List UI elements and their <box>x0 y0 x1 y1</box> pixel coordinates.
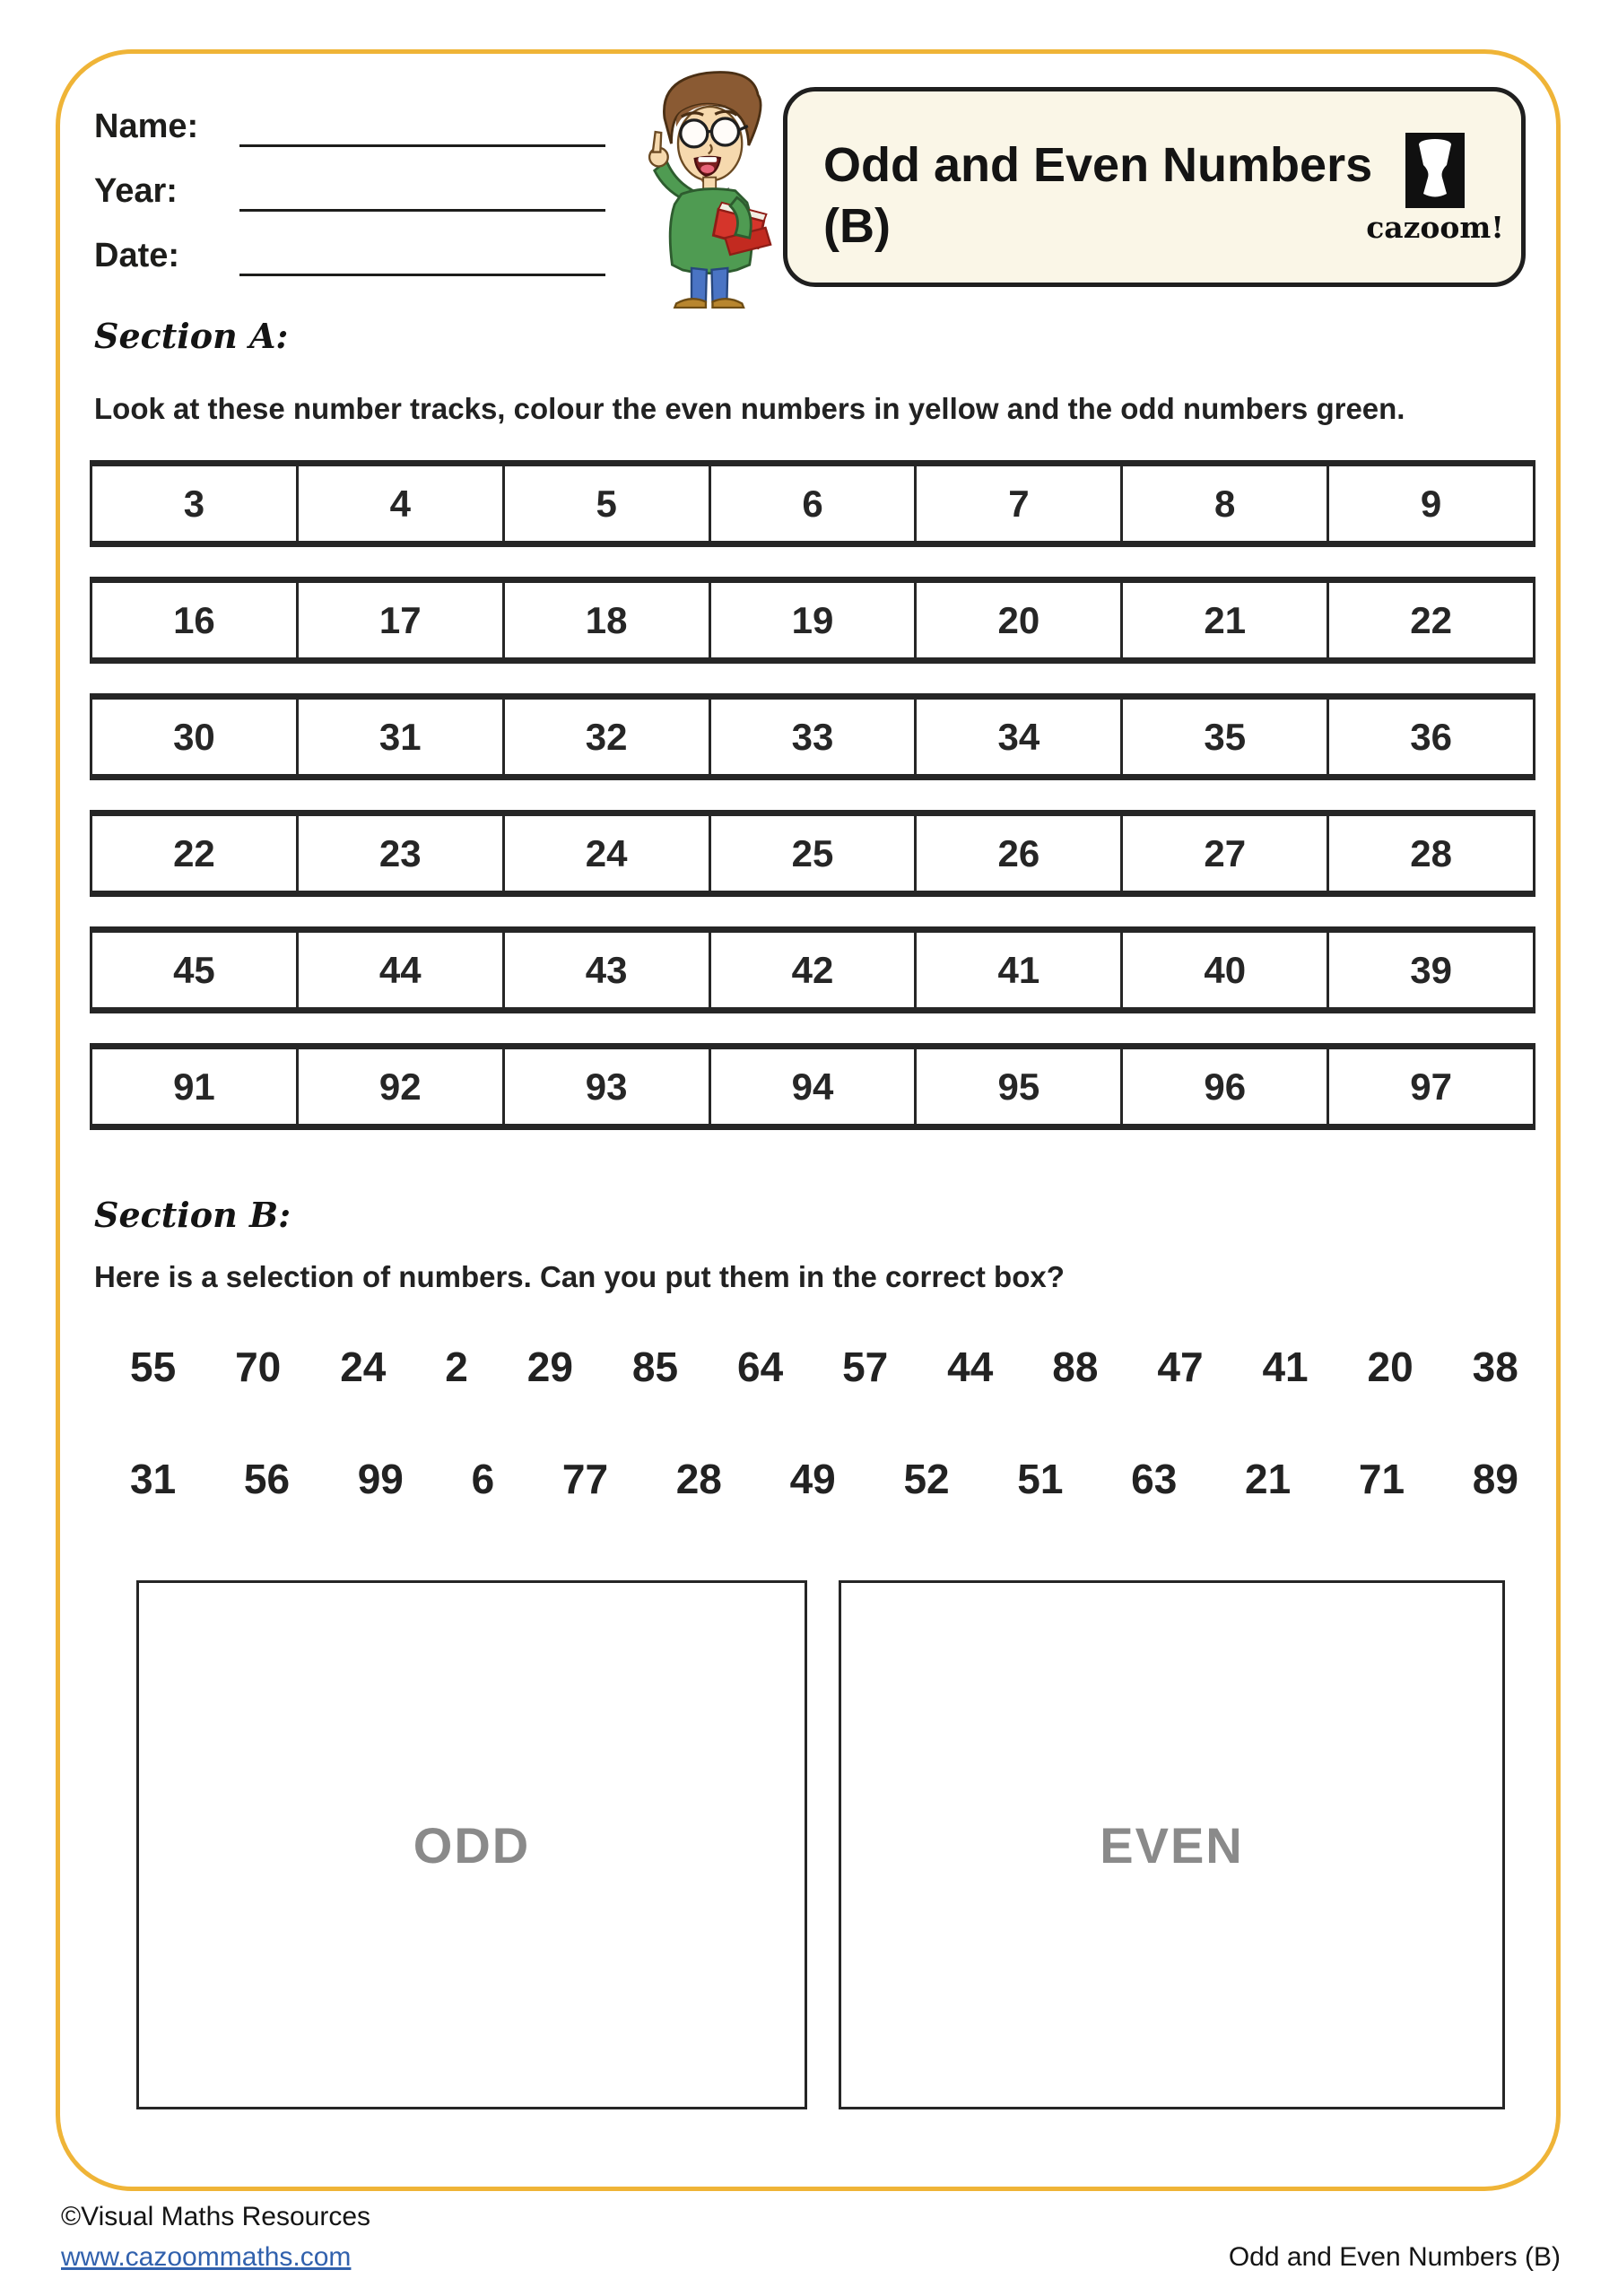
selection-number: 49 <box>789 1456 836 1502</box>
number-track <box>90 810 1535 897</box>
track-cell: 7 <box>917 466 1123 541</box>
track-cell: 30 <box>92 700 299 774</box>
worksheet-title-line1: Odd and Even Numbers <box>823 138 1373 192</box>
track-cell: 33 <box>711 700 918 774</box>
track-cell: 5 <box>505 466 711 541</box>
year-row <box>94 172 605 215</box>
track-cell: 8 <box>1123 466 1329 541</box>
selection-number: 51 <box>1017 1456 1064 1502</box>
track-cell: 94 <box>711 1049 918 1124</box>
worksheet-title-box <box>783 87 1526 287</box>
selection-number: 52 <box>903 1456 950 1502</box>
selection-number: 38 <box>1472 1344 1518 1390</box>
track-cell: 43 <box>505 933 711 1007</box>
selection-number: 41 <box>1262 1344 1309 1390</box>
name-write-line <box>239 108 605 147</box>
selection-number: 2 <box>445 1344 468 1390</box>
selection-number: 99 <box>357 1456 404 1502</box>
date-label: Date: <box>94 237 180 274</box>
track-cell: 26 <box>917 816 1123 891</box>
track-cell: 96 <box>1123 1049 1329 1124</box>
track-cell: 91 <box>92 1049 299 1124</box>
selection-number: 28 <box>675 1456 722 1502</box>
track-cell: 20 <box>917 583 1123 657</box>
even-box-label: EVEN <box>1100 1816 1244 1874</box>
track-cell: 21 <box>1123 583 1329 657</box>
track-cell: 92 <box>299 1049 505 1124</box>
cazoom-logo-text: cazoom! <box>1366 210 1504 245</box>
even-sort-box <box>839 1580 1505 2109</box>
year-label: Year: <box>94 172 178 210</box>
number-track <box>90 693 1535 780</box>
selection-number: 77 <box>561 1456 609 1502</box>
numbers-row-1 <box>130 1343 1518 1391</box>
track-cell: 17 <box>299 583 505 657</box>
date-write-line <box>239 237 605 276</box>
section-b-heading: Section B: <box>94 1195 291 1235</box>
teacher-cartoon-illustration <box>617 65 793 309</box>
selection-number: 47 <box>1157 1344 1204 1390</box>
track-cell: 39 <box>1410 948 1452 991</box>
selection-number: 20 <box>1367 1344 1414 1390</box>
number-tracks <box>90 460 1535 1160</box>
number-track <box>90 577 1535 664</box>
cazoom-drum-icon <box>1405 133 1465 208</box>
track-cell: 22 <box>92 816 299 891</box>
track-cell: 31 <box>299 700 505 774</box>
date-row <box>94 237 605 280</box>
selection-number: 64 <box>736 1344 784 1390</box>
track-cell: 19 <box>711 583 918 657</box>
odd-box-label: ODD <box>413 1816 531 1874</box>
selection-number: 71 <box>1358 1456 1405 1502</box>
track-cell: 32 <box>505 700 711 774</box>
selection-number: 44 <box>947 1344 994 1390</box>
name-label: Name: <box>94 108 199 145</box>
selection-number: 70 <box>235 1344 282 1390</box>
track-cell: 6 <box>711 466 918 541</box>
track-cell: 40 <box>1123 933 1329 1007</box>
selection-number: 56 <box>243 1456 291 1502</box>
track-cell: 18 <box>505 583 711 657</box>
cazoom-logo <box>1366 133 1504 245</box>
selection-number: 24 <box>340 1344 387 1390</box>
track-cell: 93 <box>505 1049 711 1124</box>
track-cell: 34 <box>917 700 1123 774</box>
track-cell: 28 <box>1410 831 1452 874</box>
teacher-illustration-svg <box>617 65 793 309</box>
track-cell: 23 <box>299 816 505 891</box>
selection-number: 89 <box>1472 1456 1518 1502</box>
odd-sort-box <box>136 1580 807 2109</box>
section-b-instruction: Here is a selection of numbers. Can you put them in the correct box? <box>94 1260 1065 1293</box>
name-row <box>94 108 605 151</box>
track-cell: 41 <box>917 933 1123 1007</box>
worksheet-title-line2: (B) <box>823 199 891 253</box>
track-cell: 97 <box>1410 1065 1452 1108</box>
year-write-line <box>239 172 605 212</box>
selection-number: 29 <box>526 1344 573 1390</box>
number-track <box>90 926 1535 1013</box>
number-track <box>90 460 1535 547</box>
selection-number: 6 <box>471 1456 495 1502</box>
selection-number: 31 <box>130 1456 177 1502</box>
track-cell: 44 <box>299 933 505 1007</box>
numbers-row-2 <box>130 1455 1518 1503</box>
selection-number: 63 <box>1131 1456 1178 1502</box>
selection-number: 55 <box>130 1344 177 1390</box>
track-cell: 35 <box>1123 700 1329 774</box>
track-cell: 24 <box>505 816 711 891</box>
track-cell: 9 <box>1420 482 1442 525</box>
track-cell: 25 <box>711 816 918 891</box>
selection-number: 57 <box>842 1344 889 1390</box>
track-cell: 36 <box>1410 715 1452 758</box>
footer-copyright: ©Visual Maths Resources <box>61 2202 371 2231</box>
selection-number: 21 <box>1245 1456 1292 1502</box>
selection-number: 88 <box>1052 1344 1099 1390</box>
track-cell: 4 <box>299 466 505 541</box>
section-a-instruction: Look at these number tracks, colour the even numbers in yellow and the odd numbers green. <box>94 392 1405 425</box>
track-cell: 3 <box>92 466 299 541</box>
number-track <box>90 1043 1535 1130</box>
footer-worksheet-name: Odd and Even Numbers (B) <box>1228 2242 1561 2272</box>
track-cell: 22 <box>1410 598 1452 641</box>
track-cell: 27 <box>1123 816 1329 891</box>
worksheet-title <box>823 135 1379 257</box>
track-cell: 42 <box>711 933 918 1007</box>
footer-website-link[interactable]: www.cazoommaths.com <box>61 2242 352 2272</box>
track-cell: 45 <box>92 933 299 1007</box>
track-cell: 16 <box>92 583 299 657</box>
section-a-heading: Section A: <box>94 316 289 356</box>
selection-number: 85 <box>631 1344 679 1390</box>
track-cell: 95 <box>917 1049 1123 1124</box>
